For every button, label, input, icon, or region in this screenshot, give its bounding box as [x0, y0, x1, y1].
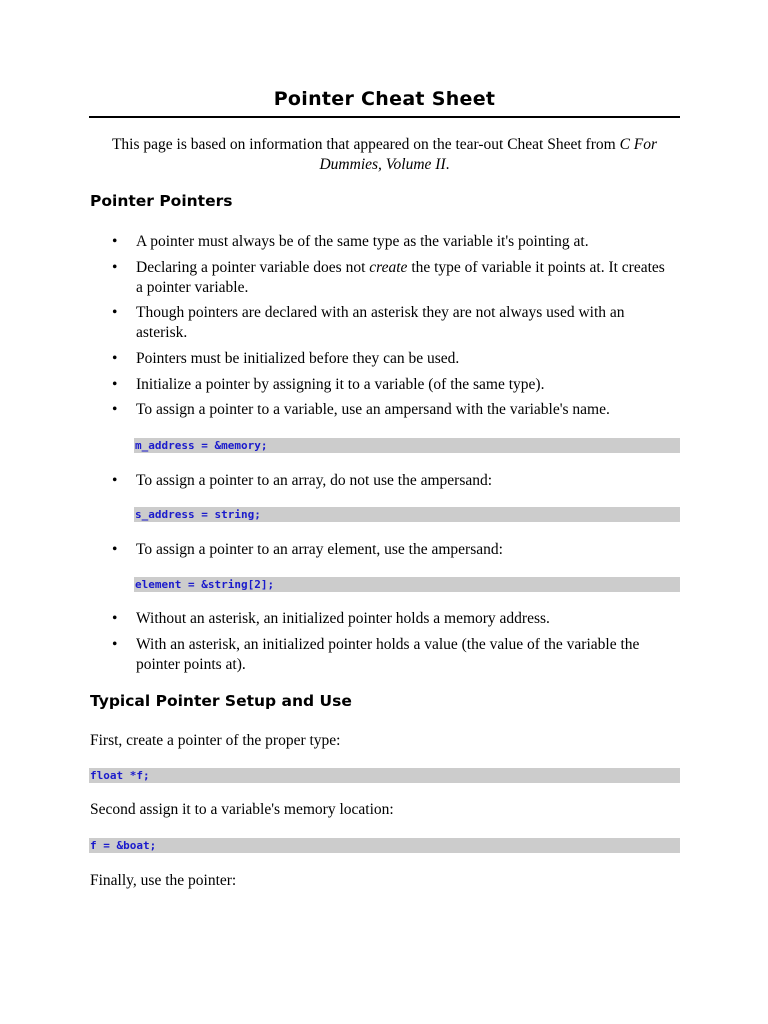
code-block: element = &string[2];: [134, 577, 680, 592]
code-block: m_address = &memory;: [134, 438, 680, 453]
bullet-item: • To assign a pointer to an array, do not use the ampersand:: [111, 471, 671, 491]
section-heading-pointer-pointers: Pointer Pointers: [90, 192, 233, 210]
bullet-item: • Pointers must be initialized before they can be used.: [111, 349, 671, 369]
title-rule: [89, 116, 680, 118]
code-block: f = &boat;: [89, 838, 680, 853]
intro-text: This page is based on information that appeared on the tear-out Cheat Sheet from: [111, 136, 620, 153]
bullet-item: • To assign a pointer to a variable, use an ampersand with the variable's name.: [111, 400, 671, 420]
intro-book-title: C For Dummies, Volume II: [319, 136, 658, 173]
code-block: float *f;: [89, 768, 680, 783]
paragraph: Finally, use the pointer:: [90, 872, 237, 889]
intro-paragraph: [89, 135, 680, 175]
paragraph: First, create a pointer of the proper type:: [90, 732, 341, 749]
bullet-item: • Initialize a pointer by assigning it to a variable (of the same type).: [111, 375, 671, 395]
intro-end: .: [445, 156, 450, 173]
bullet-text: Declaring a pointer variable does not: [136, 259, 370, 276]
bullet-item: • Though pointers are declared with an asterisk they are not always used with an asterisk.: [111, 303, 671, 343]
bullet-text: the type of variable it points at. It creates a pointer variable.: [136, 259, 665, 296]
paragraph: Second assign it to a variable's memory location:: [90, 801, 394, 818]
bullet-emphasis: create: [369, 259, 408, 276]
section-heading-typical-setup: Typical Pointer Setup and Use: [90, 692, 352, 710]
bullet-item: • Without an asterisk, an initialized pointer holds a memory address.: [111, 609, 671, 629]
bullet-item: • To assign a pointer to an array element, use the ampersand:: [111, 540, 671, 560]
bullet-item: • With an asterisk, an initialized pointer holds a value (the value of the variable the pointer points at).: [111, 635, 671, 675]
page-title: Pointer Cheat Sheet: [273, 88, 496, 110]
bullet-item: • A pointer must always be of the same type as the variable it's pointing at.: [111, 232, 671, 252]
code-block: s_address = string;: [134, 507, 680, 522]
bullet-item: [111, 258, 671, 298]
